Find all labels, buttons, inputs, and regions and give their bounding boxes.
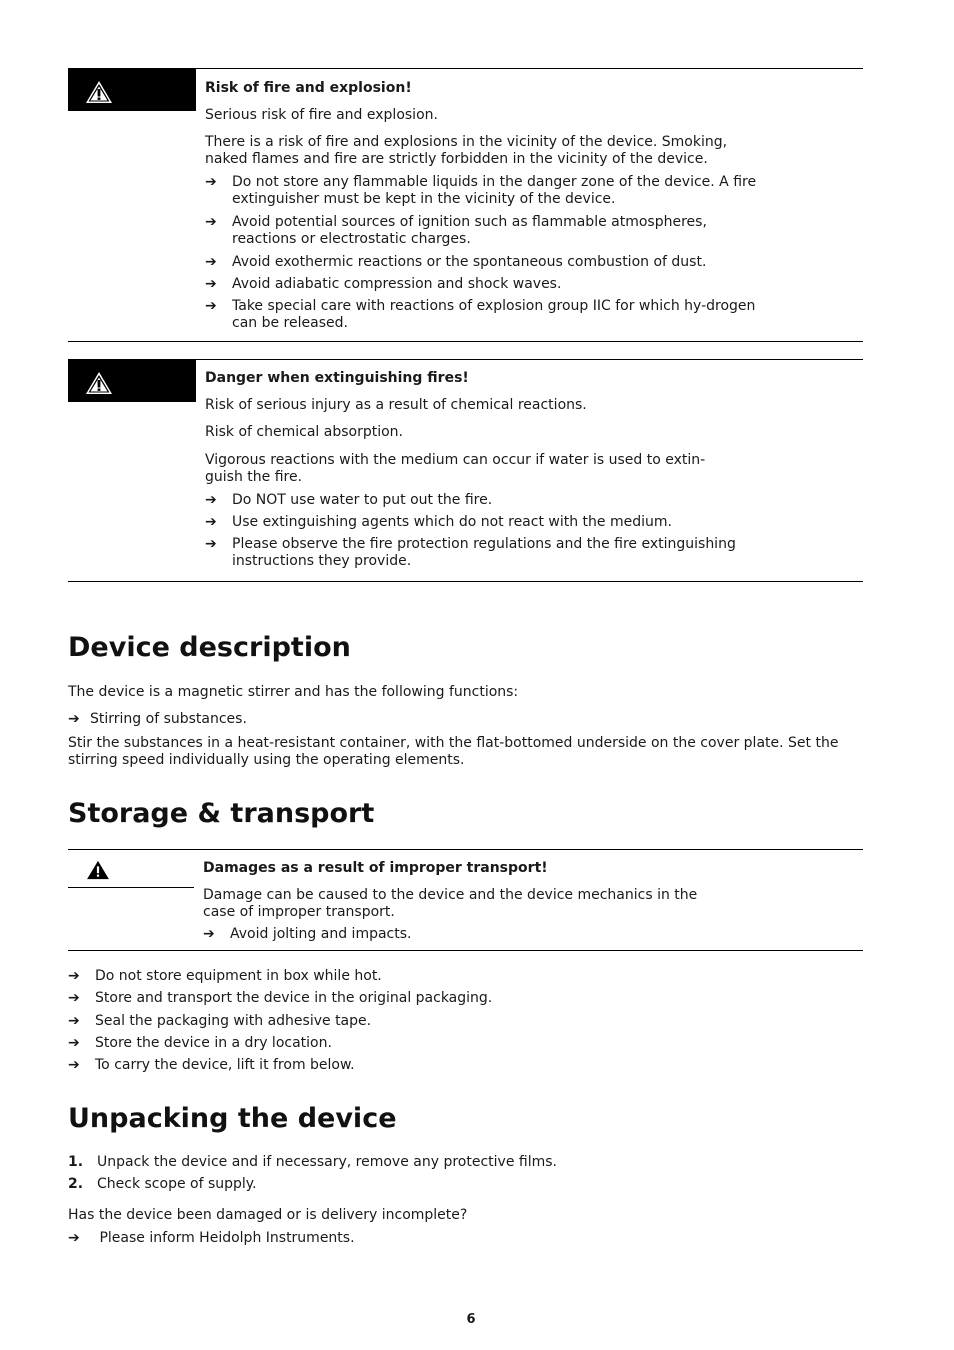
caution-label-block [68, 850, 194, 888]
storage-item: ➔ Seal the packaging with adhesive tape. [68, 1013, 372, 1029]
unpacking-step: 2. Check scope of supply. [68, 1176, 257, 1192]
section-heading-unpacking: Unpacking the device [68, 1103, 397, 1134]
warning-item: ➔ Do NOT use water to put out the fire. [205, 492, 493, 508]
arrow-right-icon: ➔ [68, 1230, 80, 1246]
warning-item: ➔ Avoid potential sources of ignition such as flammable atmospheres, reactions or electrostatic charges. [205, 214, 707, 247]
warning-summary: Risk of serious injury as a result of chemical reactions. [205, 397, 587, 413]
warning-item: ➔ Do not store any flammable liquids in the danger zone of the device. A fire extinguisher must be kept in the vicinity of the device. [205, 174, 757, 207]
function-item: ➔ Stirring of substances. [68, 711, 247, 727]
arrow-right-icon: ➔ [205, 276, 217, 292]
warning-title: Risk of fire and explosion! [205, 80, 412, 96]
warning-item: ➔ Avoid exothermic reactions or the spontaneous combustion of dust. [205, 254, 707, 270]
warning-summary: Serious risk of fire and explosion. [205, 107, 438, 123]
warning-box-fire [68, 68, 863, 342]
caution-item: ➔ Avoid jolting and impacts. [203, 926, 412, 942]
warning-triangle-icon [85, 860, 111, 880]
arrow-right-icon: ➔ [68, 968, 80, 984]
warning-box-extinguishing [68, 359, 863, 582]
warning-triangle-icon [85, 371, 113, 395]
arrow-right-icon: ➔ [68, 1035, 80, 1051]
device-description-text: Stir the substances in a heat-resistant container, with the flat-bottomed underside on the cover plate. Set the stirring speed individually using the operating elements. [68, 735, 839, 768]
warning-item: ➔ Please observe the fire protection regulations and the fire extinguishing instructions they provide. [205, 536, 736, 569]
arrow-right-icon: ➔ [68, 990, 80, 1006]
step-number: 1. [68, 1154, 84, 1170]
warning-title: Danger when extinguishing fires! [205, 370, 469, 386]
caution-title: Damages as a result of improper transport! [203, 860, 548, 876]
arrow-right-icon: ➔ [68, 1013, 80, 1029]
section-heading-device-description: Device description [68, 632, 351, 663]
warning-description: Vigorous reactions with the medium can occur if water is used to extin-guish the fire. [205, 452, 706, 485]
arrow-right-icon: ➔ [205, 174, 217, 190]
storage-item: ➔ To carry the device, lift it from below. [68, 1057, 355, 1073]
page-number: 6 [466, 1312, 476, 1327]
arrow-right-icon: ➔ [68, 711, 80, 727]
arrow-right-icon: ➔ [205, 254, 217, 270]
storage-item: ➔ Do not store equipment in box while hot. [68, 968, 382, 984]
damage-action: ➔ Please inform Heidolph Instruments. [68, 1230, 355, 1246]
warning-description: There is a risk of fire and explosions in the vicinity of the device. Smoking, naked flames and fire are strictly forbidden in the vicinity of the device. [205, 134, 728, 167]
arrow-right-icon: ➔ [205, 514, 217, 530]
warning-label-block [68, 360, 196, 402]
caution-box-transport [68, 849, 863, 951]
damage-question: Has the device been damaged or is delivery incomplete? [68, 1207, 468, 1223]
arrow-right-icon: ➔ [205, 492, 217, 508]
warning-label-block [68, 69, 196, 111]
arrow-right-icon: ➔ [68, 1057, 80, 1073]
arrow-right-icon: ➔ [205, 536, 217, 552]
warning-triangle-icon [85, 80, 113, 104]
warning-item: ➔ Use extinguishing agents which do not react with the medium. [205, 514, 672, 530]
device-intro: The device is a magnetic stirrer and has the following functions: [68, 684, 519, 700]
storage-item: ➔ Store the device in a dry location. [68, 1035, 332, 1051]
unpacking-step: 1. Unpack the device and if necessary, remove any protective films. [68, 1154, 557, 1170]
arrow-right-icon: ➔ [205, 214, 217, 230]
arrow-right-icon: ➔ [203, 926, 215, 942]
step-number: 2. [68, 1176, 84, 1192]
warning-summary: Risk of chemical absorption. [205, 424, 403, 440]
warning-item: ➔ Take special care with reactions of explosion group IIC for which hy-drogen can be released. [205, 298, 756, 331]
section-heading-storage: Storage & transport [68, 798, 375, 829]
arrow-right-icon: ➔ [205, 298, 217, 314]
warning-item: ➔ Avoid adiabatic compression and shock waves. [205, 276, 562, 292]
caution-text: Damage can be caused to the device and the device mechanics in the case of improper transport. [203, 887, 698, 920]
storage-item: ➔ Store and transport the device in the original packaging. [68, 990, 493, 1006]
